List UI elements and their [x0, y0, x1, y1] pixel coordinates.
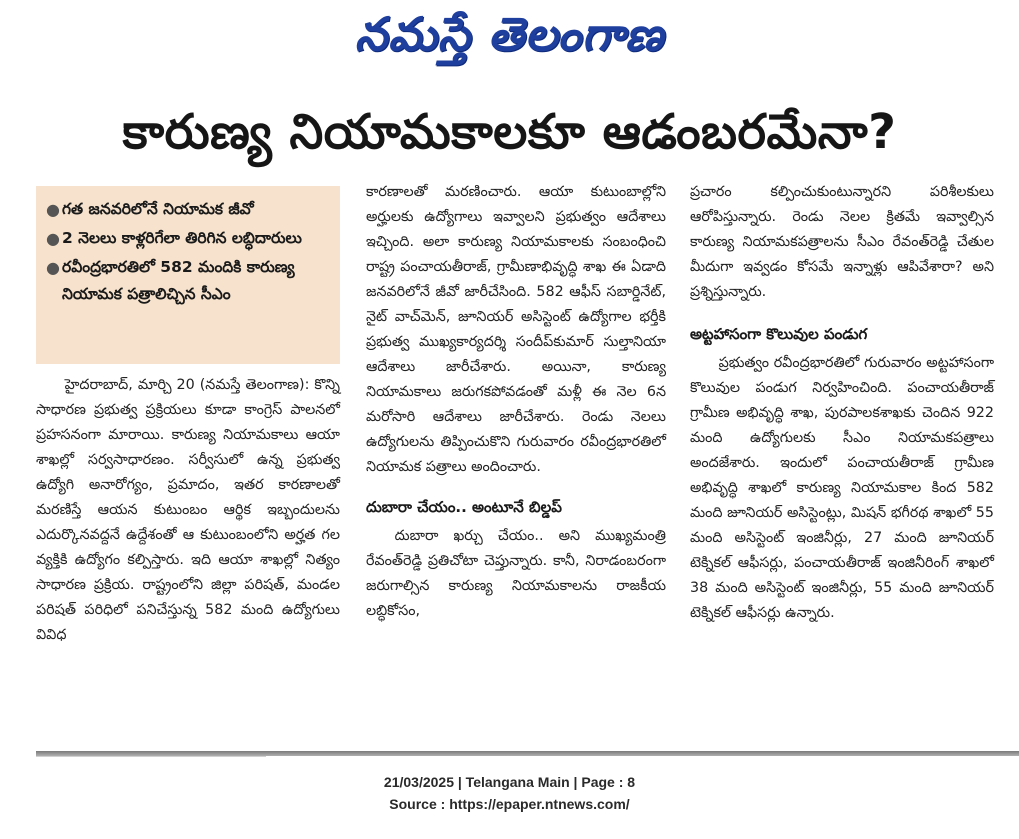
article-column-2	[366, 180, 666, 624]
article-paragraph: ప్రచారం కల్పించుకుంటున్నారని పరిశీలకులు ఆరోపిస్తున్నారు. రెండు నెలల క్రితమే ఇవ్వాల్సిన కారుణ్య నియామకపత్రాలను సీఎం రేవంత్‌రెడ్డి చేతుల మీదుగా ఇవ్వడం కోసమే ఇన్నాళ్లు ఆపివేశారా? అని ప్రశ్నిస్తున్నారు.	[690, 184, 994, 300]
article-column-1	[36, 373, 340, 648]
article-headline: కారుణ్య నియామకాలకూ ఆడంబరమేనా?	[122, 104, 897, 160]
highlight-text: రవీంద్రభారతిలో 582 మందికి కారుణ్య నియామక పత్రాలిచ్చిన సీఎం	[62, 258, 295, 303]
source-link[interactable]: Source : https://epaper.ntnews.com/	[389, 796, 630, 812]
edition-info: 21/03/2025 | Telangana Main | Page : 8	[383, 774, 636, 790]
bullet-icon: ●	[46, 229, 60, 248]
highlight-item	[46, 254, 330, 308]
bottom-divider-thin	[36, 756, 266, 757]
article-paragraph: దుబారా ఖర్చు చేయం.. అని ముఖ్యమంత్రి రేవంత్‌రెడ్డి ప్రతిచోటా చెప్తున్నారు. కానీ, నిరాడంబరంగా జరుగాల్సిన కారుణ్య నియామకాలను రాజకీయ లబ్ధికోసం,	[366, 528, 666, 619]
highlights-box	[36, 186, 340, 364]
section-subheading: అట్టహాసంగా కొలువుల పండుగ	[690, 325, 868, 343]
article-paragraph: కారణాలతో మరణించారు. ఆయా కుటుంబాల్లోని అర్హులకు ఉద్యోగాలు ఇవ్వాలని ప్రభుత్వం ఆదేశాలు ఇచ్చింది. అలా కారుణ్య నియామకాలకు సంబంధించి రాష్ట్ర పంచాయతీరాజ్, గ్రామీణాభివృద్ధి శాఖ ఈ ఏడాది జనవరిలోనే జీవో జారీచేసింది. 582 ఆఫీస్ సబార్డినేట్, నైట్ వాచ్‌మెన్, జూనియర్ అసిస్టెంట్ ఉద్యోగాల భర్తీకి ప్రభుత్వ ముఖ్యకార్యదర్శి సందీప్‌కుమార్ సుల్తానియా ఆదేశాలు జారీచేశారు. అయినా, కారుణ్య నియామకాలు జరుగకపోవడంతో మళ్లీ ఈ నెల 6న మరోసారి ఆదేశాలు జారీచేశారు. రెండు నెలలు ఉద్యోగులను తిప్పించుకొని గురువారం రవీంద్రభారతిలో నియామక పత్రాలు అందించారు.	[366, 184, 666, 475]
section-subheading: దుబారా చేయం.. అంటూనే బిల్డప్	[366, 498, 562, 516]
highlight-text: 2 నెలలు కాళ్లరిగేలా తిరిగిన లబ్ధిదారులు	[62, 229, 302, 247]
article-paragraph: ప్రభుత్వం రవీంద్రభారతిలో గురువారం అట్టహాసంగా కొలువుల పండుగ నిర్వహించింది. పంచాయతీరాజ్ గ్రామీణ అభివృద్ధి శాఖ, పురపాలకశాఖకు చెందిన 922 మంది ఉద్యోగులకు సీఎం నియామకపత్రాలు అందజేశారు. ఇందులో పంచాయతీరాజ్ గ్రామీణ అభివృద్ధి శాఖలో కారుణ్య నియామకాల కింద 582 మంది జూనియర్ అసిస్టెంట్లు, మిషన్ భగీరథ శాఖలో 55 మంది అసిస్టెంట్ ఇంజినీర్లు, 27 మంది జూనియర్ టెక్నికల్ ఆఫీసర్లు, పంచాయతీరాజ్ ఇంజినీరింగ్ శాఖలో 38 మంది అసిస్టెంట్ ఇంజినీర్లు, 55 మంది జూనియర్ టెక్నికల్ ఆఫీసర్లు ఉన్నారు.	[690, 355, 994, 621]
highlight-item	[46, 225, 330, 252]
bullet-icon: ●	[46, 258, 60, 277]
article-column-3	[690, 180, 994, 626]
bullet-icon: ●	[46, 200, 60, 219]
newspaper-title: నమస్తే తెలంగాణ	[354, 7, 665, 61]
highlight-text: గత జనవరిలోనే నియామక జీవో	[62, 200, 254, 218]
article-paragraph: హైదరాబాద్, మార్చి 20 (నమస్తే తెలంగాణ): కొన్ని సాధారణ ప్రభుత్వ ప్రక్రియలు కూడా కాంగ్రెస్ పాలనలో ప్రహసనంగా మారాయి. కారుణ్య నియామకాలు ఆయా శాఖల్లో సర్వసాధారణం. సర్వీసులో ఉన్న ప్రభుత్వ ఉద్యోగి అనారోగ్యం, ప్రమాదం, ఇతర కారణాలతో మరణిస్తే ఆయన కుటుంబం ఆర్థిక ఇబ్బందులను ఎదుర్కొనవద్దనే ఉద్దేశంతో ఆ కుటుంబంలోని అర్హత గల వ్యక్తికి ఉద్యోగం కల్పిస్తారు. ఇది ఆయా శాఖల్లో నిత్యం సాధారణ ప్రక్రియ. రాష్ట్రంలోని జిల్లా పరిషత్, మండల పరిషత్ పరిధిలో పనిచేస్తున్న 582 మంది ఉద్యోగులు వివిధ	[36, 377, 340, 643]
highlight-item	[46, 196, 330, 223]
masthead	[0, 4, 1019, 76]
